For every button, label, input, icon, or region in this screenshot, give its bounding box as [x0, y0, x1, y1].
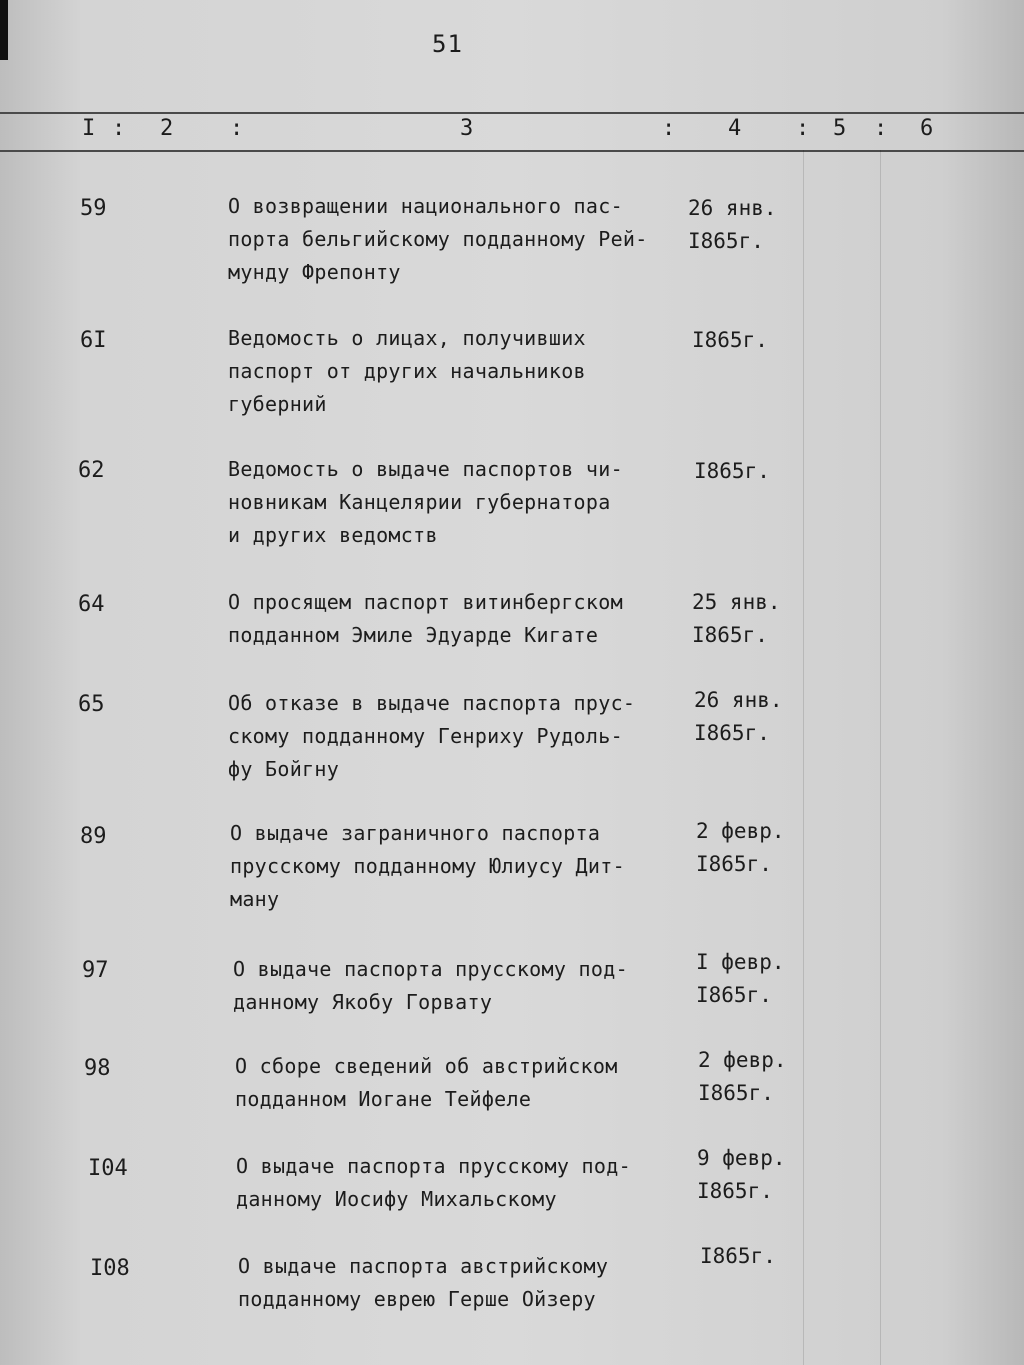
row-title: О выдаче паспорта прусскому под- данному Якобу Горвату: [233, 957, 628, 1014]
row-number: I04: [88, 1156, 128, 1181]
column-separator: :: [112, 116, 126, 141]
column-separator: :: [796, 116, 810, 141]
column-header-6: 6: [920, 116, 934, 141]
row-title: Ведомость о выдаче паспортов чи- новникам Канцелярии губернатора и других ведомств: [228, 457, 623, 547]
page-number: 51: [432, 30, 463, 58]
column-header-1: I: [82, 116, 96, 141]
row-number: 98: [84, 1056, 111, 1081]
column-header-2: 2: [160, 116, 174, 141]
header-top-rule: [0, 112, 1024, 114]
row-date: 25 янв. I865г.: [692, 590, 781, 647]
row-title: О выдаче паспорта австрийскому подданному еврею Герше Ойзеру: [238, 1254, 609, 1311]
column-separator: :: [230, 116, 244, 141]
row-title: Ведомость о лицах, получивших паспорт от других начальников губерний: [228, 326, 586, 416]
row-title: О выдаче заграничного паспорта прусскому подданному Юлиусу Дит- ману: [230, 821, 625, 911]
column-header-5: 5: [833, 116, 847, 141]
row-number: 62: [78, 458, 105, 483]
row-number: 89: [80, 824, 107, 849]
column-rule-5: [880, 150, 881, 1365]
column-separator: :: [662, 116, 676, 141]
row-title: Об отказе в выдаче паспорта прус- скому подданному Генриху Рудоль- фу Бойгну: [228, 691, 636, 781]
row-date: 26 янв. I865г.: [688, 196, 777, 253]
column-separator: :: [874, 116, 888, 141]
row-date: I865г.: [692, 328, 768, 352]
row-date: I февр. I865г.: [696, 950, 785, 1007]
row-title: О сборе сведений об австрийском подданном Иогане Тейфеле: [235, 1054, 618, 1111]
row-date: I865г.: [700, 1244, 776, 1268]
row-title: О возвращении национального пас- порта бельгийскому подданному Рей- мунду Фрепонту: [228, 194, 648, 284]
row-number: 97: [82, 958, 109, 983]
row-title: О просящем паспорт витинбергском подданном Эмиле Эдуарде Кигате: [228, 590, 623, 647]
row-date: 2 февр. I865г.: [698, 1048, 787, 1105]
row-number: 59: [80, 196, 107, 221]
column-header-3: 3: [460, 116, 474, 141]
row-date: I865г.: [694, 459, 770, 483]
row-date: 9 февр. I865г.: [697, 1146, 786, 1203]
row-number: I08: [90, 1256, 130, 1281]
row-number: 6I: [80, 328, 107, 353]
row-date: 26 янв. I865г.: [694, 688, 783, 745]
page-edge-mark: [0, 0, 8, 60]
column-header-4: 4: [728, 116, 742, 141]
row-number: 64: [78, 592, 105, 617]
row-title: О выдаче паспорта прусскому под- данному Иосифу Михальскому: [236, 1154, 631, 1211]
row-number: 65: [78, 692, 105, 717]
row-date: 2 февр. I865г.: [696, 819, 785, 876]
header-bottom-rule: [0, 150, 1024, 152]
